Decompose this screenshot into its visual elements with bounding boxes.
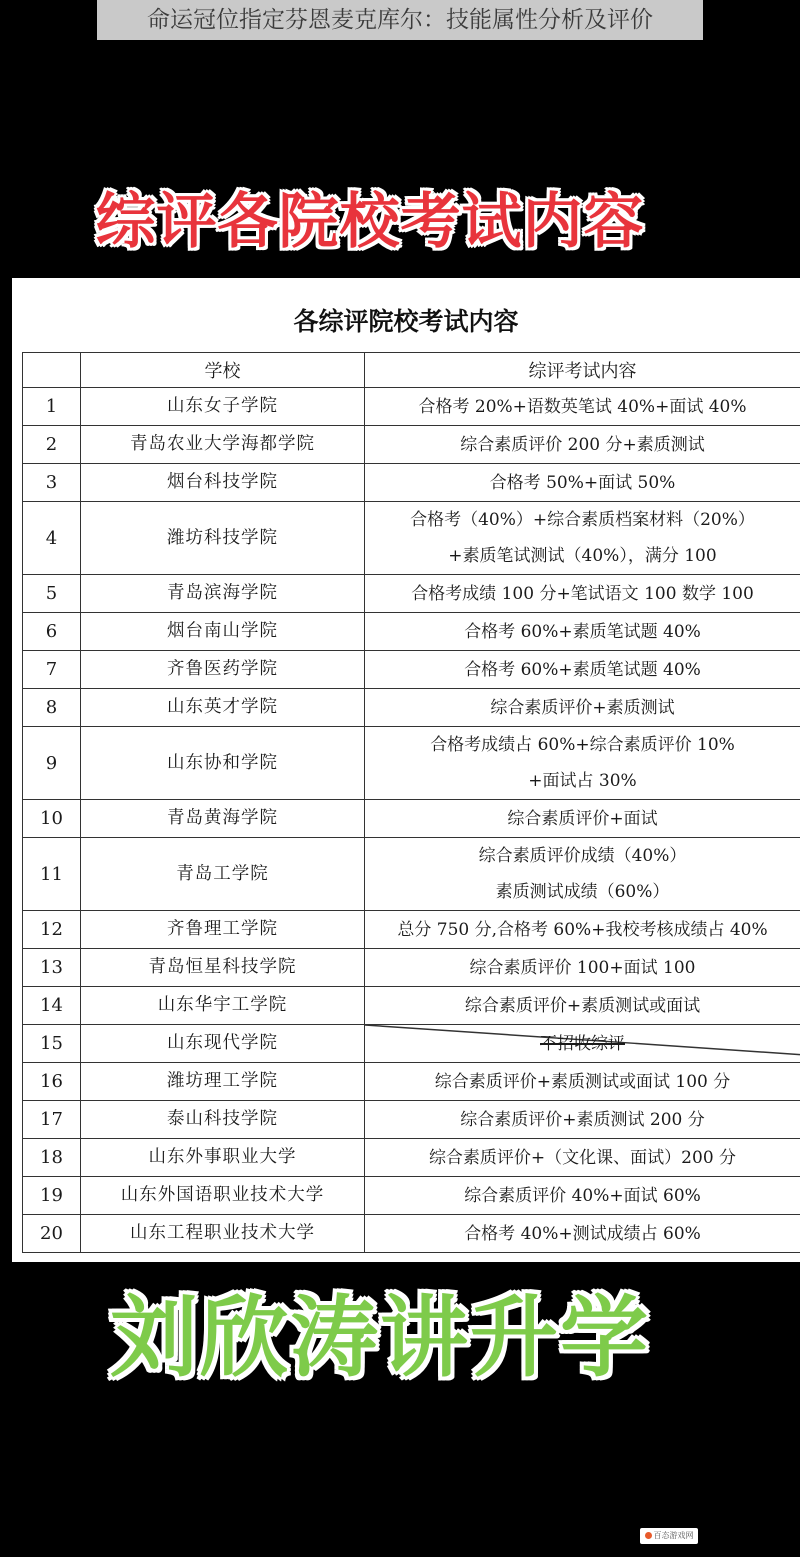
row-number: 9 (23, 727, 81, 800)
exam-content (365, 1063, 800, 1101)
row-number: 10 (23, 800, 81, 838)
row-number: 17 (23, 1101, 81, 1139)
row-number: 4 (23, 502, 81, 575)
exam-content (365, 464, 800, 502)
table-row (23, 1101, 800, 1139)
school-name: 齐鲁医药学院 (81, 651, 365, 689)
exam-content-line: 合格考 50%+面试 50% (489, 472, 676, 493)
row-number: 1 (23, 388, 81, 426)
exam-content (365, 1215, 800, 1253)
table-row (23, 613, 800, 651)
row-number: 19 (23, 1177, 81, 1215)
exam-content-line: 综合素质评价+面试 (507, 808, 658, 829)
exam-content (365, 987, 800, 1025)
exam-content-line: 综合素质评价 40%+面试 60% (464, 1185, 701, 1206)
table-row (23, 911, 800, 949)
school-name: 潍坊科技学院 (81, 502, 365, 575)
table-body (23, 388, 800, 1253)
exam-content-line: 综合素质评价+素质测试或面试 (464, 995, 701, 1016)
row-number: 8 (23, 689, 81, 727)
table-row (23, 1063, 800, 1101)
table-row (23, 464, 800, 502)
table-row (23, 388, 800, 426)
table-row (23, 1177, 800, 1215)
exam-content (365, 1177, 800, 1215)
exam-content (365, 575, 800, 613)
exam-content-line: 合格考（40%）+综合素质档案材料（20%） (410, 510, 755, 530)
row-number: 16 (23, 1063, 81, 1101)
exam-content-line: 综合素质评价+（文化课、面试）200 分 (428, 1147, 737, 1168)
exam-content (365, 949, 800, 987)
exam-content-line: 不招收综评 (540, 1033, 625, 1054)
exam-content-line: 综合素质评价 100+面试 100 (469, 957, 696, 978)
table-row (23, 800, 800, 838)
exam-content-line: 总分 750 分,合格考 60%+我校考核成绩占 40% (397, 919, 768, 940)
table-header-row (23, 353, 800, 388)
headline-top: 综评各院校考试内容 (95, 187, 645, 257)
school-name: 山东女子学院 (81, 388, 365, 426)
exam-content (365, 727, 800, 800)
header-number (23, 353, 81, 388)
school-name: 烟台南山学院 (81, 613, 365, 651)
school-name: 青岛工学院 (81, 838, 365, 911)
school-name: 山东工程职业技术大学 (81, 1215, 365, 1253)
exam-content (365, 613, 800, 651)
exam-content (365, 1025, 800, 1063)
watermark-text: 百态游戏网 (653, 1531, 694, 1540)
school-name: 青岛农业大学海都学院 (81, 426, 365, 464)
exam-content-line: 合格考 60%+素质笔试题 40% (464, 659, 701, 680)
exam-content-line: 综合素质评价+素质测试 200 分 (460, 1109, 705, 1130)
exam-content-line: 综合素质评价+素质测试或面试 100 分 (434, 1071, 731, 1092)
table-row (23, 426, 800, 464)
banner-title: 命运冠位指定芬恩麦克库尔：技能属性分析及评价 (147, 7, 653, 33)
school-name: 潍坊理工学院 (81, 1063, 365, 1101)
header-school: 学校 (81, 353, 365, 388)
row-number: 14 (23, 987, 81, 1025)
row-number: 7 (23, 651, 81, 689)
school-name: 泰山科技学院 (81, 1101, 365, 1139)
table-row (23, 838, 800, 911)
school-name: 山东英才学院 (81, 689, 365, 727)
exam-content (365, 800, 800, 838)
exam-content-line: 素质测试成绩（60%） (495, 882, 670, 902)
exam-content (365, 502, 800, 575)
headline-bottom: 刘欣涛讲升学 (109, 1286, 650, 1389)
school-name: 山东协和学院 (81, 727, 365, 800)
exam-content (365, 1101, 800, 1139)
exam-content (365, 1139, 800, 1177)
school-name: 青岛滨海学院 (81, 575, 365, 613)
row-number: 3 (23, 464, 81, 502)
top-banner (97, 0, 703, 40)
school-name: 山东外事职业大学 (81, 1139, 365, 1177)
row-number: 18 (23, 1139, 81, 1177)
exam-content-line: 合格考成绩 100 分+笔试语文 100 数学 100 (411, 583, 754, 604)
table-row (23, 651, 800, 689)
school-name: 青岛黄海学院 (81, 800, 365, 838)
row-number: 2 (23, 426, 81, 464)
school-name: 山东华宇工学院 (81, 987, 365, 1025)
table-row (23, 1025, 800, 1063)
exam-content (365, 911, 800, 949)
row-number: 5 (23, 575, 81, 613)
exam-content-line: +面试占 30% (528, 771, 637, 791)
school-name: 山东现代学院 (81, 1025, 365, 1063)
row-number: 6 (23, 613, 81, 651)
exam-content-line: 综合素质评价 200 分+素质测试 (460, 434, 705, 455)
exam-content (365, 388, 800, 426)
row-number: 11 (23, 838, 81, 911)
exam-content-line: 合格考 20%+语数英笔试 40%+面试 40% (418, 396, 747, 417)
school-name: 烟台科技学院 (81, 464, 365, 502)
exam-content-line: 综合素质评价成绩（40%） (478, 846, 687, 866)
exam-content-line: +素质笔试测试（40%），满分 100 (448, 546, 717, 566)
school-name: 青岛恒星科技学院 (81, 949, 365, 987)
exam-content-table (22, 352, 800, 1253)
document-sheet (12, 278, 800, 1262)
school-name: 齐鲁理工学院 (81, 911, 365, 949)
school-name: 山东外国语职业技术大学 (81, 1177, 365, 1215)
exam-content (365, 651, 800, 689)
table-row (23, 689, 800, 727)
watermark-logo-icon (645, 1532, 652, 1539)
table-row (23, 502, 800, 575)
exam-content-line: 合格考 60%+素质笔试题 40% (464, 621, 701, 642)
row-number: 15 (23, 1025, 81, 1063)
exam-content (365, 426, 800, 464)
row-number: 12 (23, 911, 81, 949)
exam-content-line: 综合素质评价+素质测试 (490, 697, 675, 718)
table-row (23, 1139, 800, 1177)
table-row (23, 727, 800, 800)
exam-content-line: 合格考 40%+测试成绩占 60% (464, 1223, 701, 1244)
exam-content (365, 689, 800, 727)
table-row (23, 949, 800, 987)
table-row (23, 1215, 800, 1253)
exam-content (365, 838, 800, 911)
document-title: 各综评院校考试内容 (293, 307, 519, 336)
row-number: 13 (23, 949, 81, 987)
header-content: 综评考试内容 (365, 353, 800, 388)
exam-content-line: 合格考成绩占 60%+综合素质评价 10% (430, 735, 735, 755)
table-row (23, 987, 800, 1025)
table-row (23, 575, 800, 613)
site-watermark (640, 1528, 698, 1544)
row-number: 20 (23, 1215, 81, 1253)
